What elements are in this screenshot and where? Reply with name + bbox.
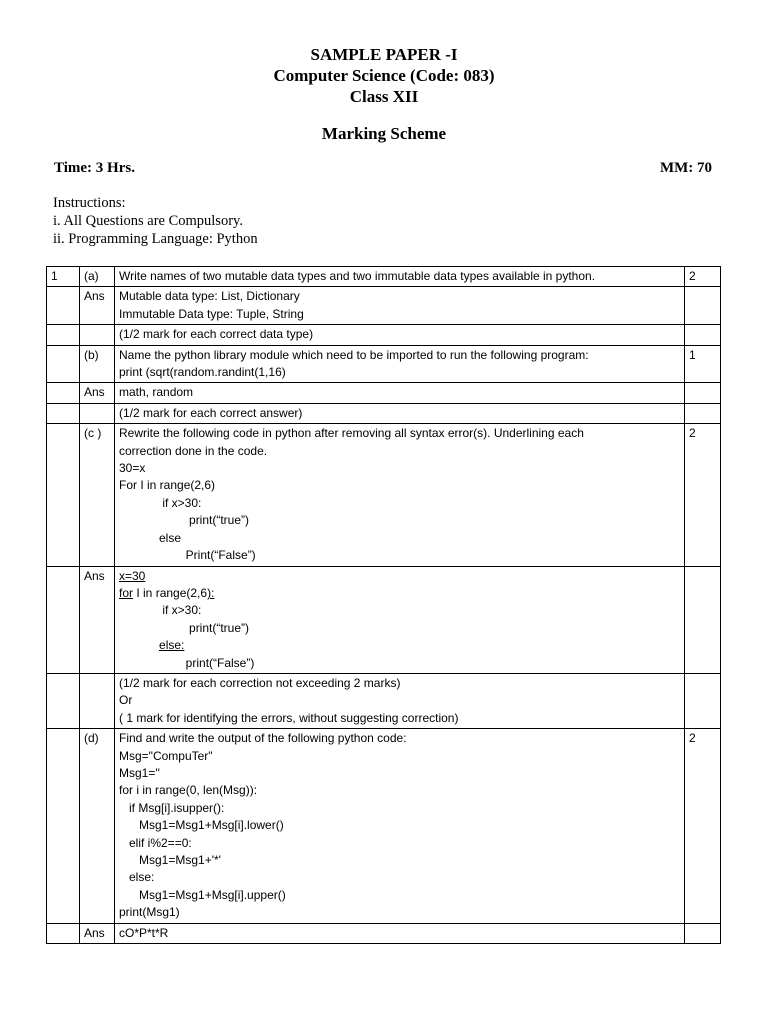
table-row bbox=[47, 345, 721, 383]
instructions-heading: Instructions: bbox=[53, 195, 126, 211]
answer-label: Ans bbox=[80, 287, 115, 325]
question-number: 1 bbox=[47, 267, 80, 287]
question-text: Name the python library module which need to be imported to run the following program: print (sqrt(random.randint(1,16) bbox=[115, 345, 685, 383]
table-row bbox=[47, 287, 721, 325]
table-row bbox=[47, 566, 721, 673]
class-title: Class XII bbox=[349, 87, 419, 106]
marking-note: (1/2 mark for each correction not exceeding 2 marks) Or ( 1 mark for identifying the errors, without suggesting correction) bbox=[115, 673, 685, 728]
marking-note: (1/2 mark for each correct data type) bbox=[115, 325, 685, 345]
instruction-item: ii. Programming Language: Python bbox=[53, 231, 258, 247]
subject-title: Computer Science (Code: 083) bbox=[273, 66, 495, 85]
answer-text: Mutable data type: List, Dictionary Immutable Data type: Tuple, String bbox=[115, 287, 685, 325]
question-part: (b) bbox=[80, 345, 115, 383]
answer-code: x=30 for I in range(2,6): if x>30: print(“true”) else: print(“False”) bbox=[115, 566, 685, 673]
instruction-item: i. All Questions are Compulsory. bbox=[53, 213, 243, 229]
question-part: (c ) bbox=[80, 424, 115, 566]
question-marks: 2 bbox=[685, 729, 721, 923]
question-marks: 2 bbox=[685, 424, 721, 566]
table-row bbox=[47, 267, 721, 287]
max-marks-label: MM: 70 bbox=[659, 160, 712, 176]
table-row bbox=[47, 424, 721, 566]
table-row bbox=[47, 325, 721, 345]
table-row bbox=[47, 923, 721, 943]
table-row bbox=[47, 729, 721, 923]
table-row bbox=[47, 383, 721, 403]
answer-label: Ans bbox=[80, 383, 115, 403]
paper-title-block bbox=[0, 44, 768, 107]
marking-note: (1/2 mark for each correct answer) bbox=[115, 403, 685, 423]
table-row bbox=[47, 403, 721, 423]
paper-title: SAMPLE PAPER -I bbox=[310, 45, 458, 64]
answer-label: Ans bbox=[80, 923, 115, 943]
question-marks: 1 bbox=[685, 345, 721, 383]
table-row bbox=[47, 673, 721, 728]
question-text: Write names of two mutable data types and two immutable data types available in python. bbox=[115, 267, 685, 287]
question-marks: 2 bbox=[685, 267, 721, 287]
instructions bbox=[53, 194, 258, 248]
answer-label: Ans bbox=[80, 566, 115, 673]
question-text: Rewrite the following code in python after removing all syntax error(s). Underlining each correction done in the code. 30=x For I in range(2,6) if x>30: print(“true”) else Print(“False”) bbox=[115, 424, 685, 566]
answer-text: math, random bbox=[115, 383, 685, 403]
answer-text: cO*P*t*R bbox=[115, 923, 685, 943]
marking-scheme-title: Marking Scheme bbox=[321, 124, 447, 143]
question-part: (a) bbox=[80, 267, 115, 287]
time-label: Time: 3 Hrs. bbox=[54, 160, 135, 176]
question-part: (d) bbox=[80, 729, 115, 923]
marking-table bbox=[46, 266, 721, 944]
question-text: Find and write the output of the following python code: Msg="CompuTer" Msg1='' for i in range(0, len(Msg)): if Msg[i].isupper(): Msg1=Msg1+Msg[i].lower() elif i%2==0: Msg1=Msg1+'*' else: Msg1=Msg1+Msg[i].upper() print(Msg1) bbox=[115, 729, 685, 923]
